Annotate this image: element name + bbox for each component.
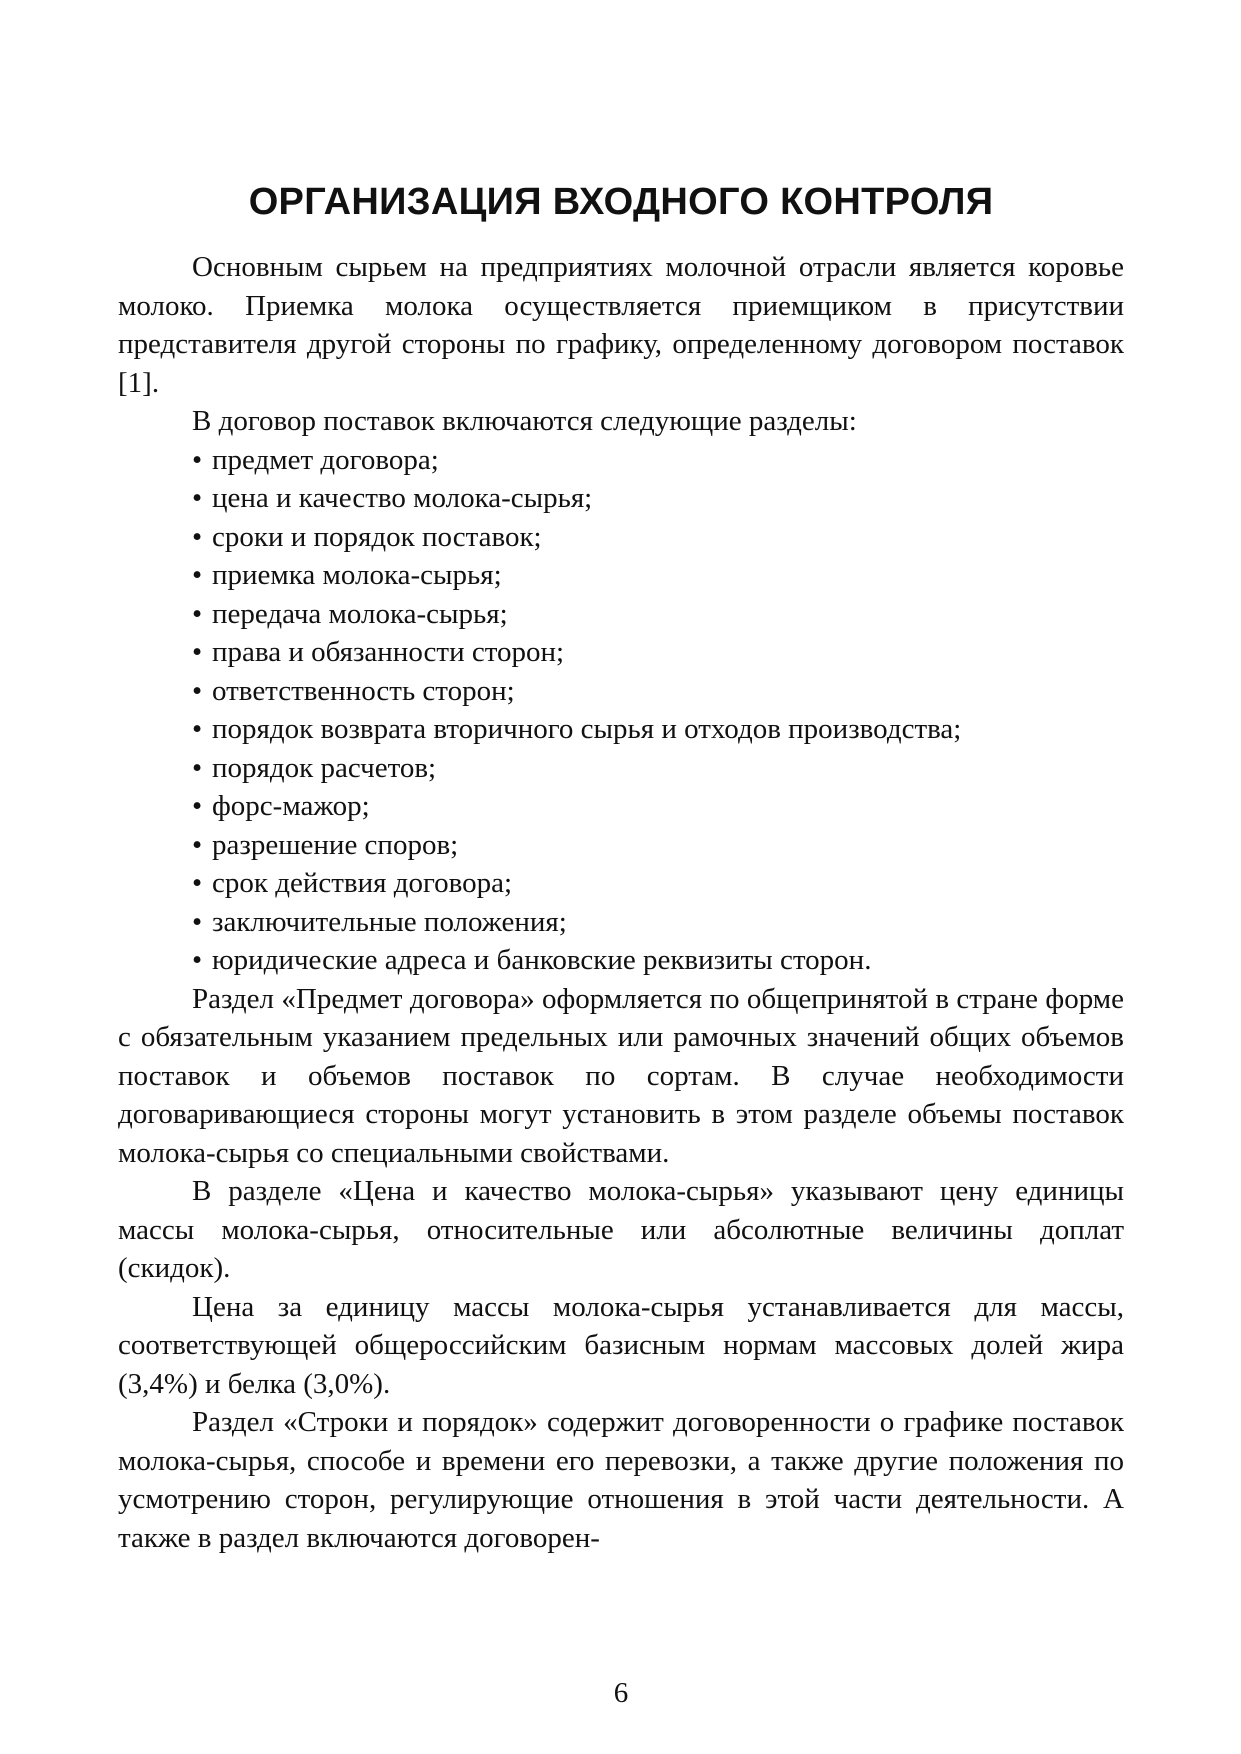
bullet-icon: • <box>192 867 203 899</box>
bullet-icon: • <box>192 443 203 476</box>
list-item-text: форс-мажор; <box>212 790 370 822</box>
list-item-text: приемка молока-сырья; <box>212 559 502 591</box>
list-item <box>118 672 1124 711</box>
list-item <box>118 595 1124 634</box>
list-item <box>118 518 1124 557</box>
document-page <box>118 0 1124 1754</box>
list-item-text: заключительные положения; <box>212 905 567 938</box>
list-item-text: порядок возврата вторичного сырья и отходов производства; <box>212 713 962 745</box>
bullet-icon: • <box>192 944 203 976</box>
page-number: 6 <box>613 1677 629 1709</box>
list-item <box>118 826 1124 865</box>
bullet-icon: • <box>192 482 203 514</box>
list-item <box>118 556 1124 595</box>
bullet-icon: • <box>192 559 203 591</box>
list-item <box>118 710 1124 749</box>
list-item-text: предмет договора; <box>212 443 439 476</box>
list-item-text: разрешение споров; <box>212 828 459 861</box>
list-item-text: ответственность сторон; <box>212 674 515 707</box>
bullet-icon: • <box>192 520 203 553</box>
paragraph-price-quality: В разделе «Цена и качество молока-сырья» указывают цену единицы массы молока-сырья, относительные или абсолютные величины доплат (скидок). <box>118 1175 1124 1284</box>
body-text <box>118 248 1124 1557</box>
paragraph-intro: Основным сырьем на предприятиях молочной отрасли является коровье молоко. Приемка молока осуществляется приемщиком в присутствии представителя другой стороны по графику, определенному договором поставок [1]. <box>118 251 1124 399</box>
bullet-icon: • <box>192 597 203 630</box>
list-item <box>118 864 1124 903</box>
list-item <box>118 749 1124 788</box>
bullet-icon: • <box>192 636 203 668</box>
paragraph-unit-price: Цена за единицу массы молока-сырья устанавливается для массы, соответствующей общероссийским базисным нормам массовых долей жира (3,4%) и белка (3,0%). <box>118 1290 1124 1400</box>
list-item-text: цена и качество молока-сырья; <box>212 482 593 514</box>
list-item <box>118 941 1124 980</box>
list-item-text: права и обязанности сторон; <box>212 636 565 668</box>
list-item <box>118 633 1124 672</box>
list-item-text: юридические адреса и банковские реквизиты сторон. <box>212 944 872 976</box>
list-item <box>118 479 1124 518</box>
bullet-icon: • <box>192 905 203 938</box>
list-item <box>118 441 1124 480</box>
list-intro: В договор поставок включаются следующие разделы: <box>192 405 857 437</box>
bullet-icon: • <box>192 751 203 784</box>
list-item-text: порядок расчетов; <box>212 751 437 784</box>
list-item-text: передача молока-сырья; <box>212 597 508 630</box>
bullet-icon: • <box>192 790 203 822</box>
paragraph-subject: Раздел «Предмет договора» оформляется по общепринятой в стране форме с обязательным указанием предельных или рамочных значений общих объемов поставок и объемов поставок по сортам. В случае необходимости договаривающиеся стороны могут установить в этом разделе объемы поставок молока-сырья со специальными свойствами. <box>118 982 1124 1169</box>
contract-sections-list <box>118 441 1124 980</box>
list-item-text: срок действия договора; <box>212 867 513 899</box>
bullet-icon: • <box>192 713 203 745</box>
page-title: ОРГАНИЗАЦИЯ ВХОДНОГО КОНТРОЛЯ <box>248 181 994 223</box>
paragraph-terms-order: Раздел «Строки и порядок» содержит договоренности о графике поставок молока-сырья, способе и времени его перевозки, а также другие положения по усмотрению сторон, регулирующие отношения в этой части деятельности. А также в раздел включаются договорен- <box>118 1406 1124 1554</box>
list-item-text: сроки и порядок поставок; <box>212 520 542 553</box>
list-item <box>118 903 1124 942</box>
list-item <box>118 787 1124 826</box>
bullet-icon: • <box>192 674 203 707</box>
bullet-icon: • <box>192 828 203 861</box>
